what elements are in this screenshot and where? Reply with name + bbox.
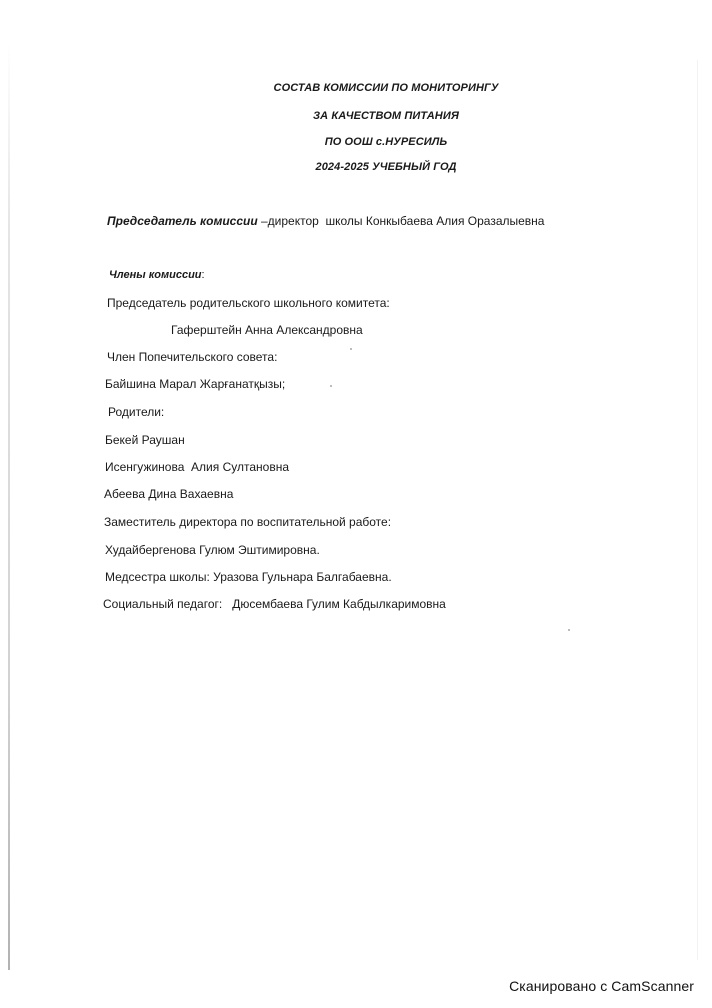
camscanner-watermark: Сканировано с CamScanner <box>509 978 694 994</box>
scan-speck <box>350 348 352 350</box>
chairman-label: Председатель комиссии <box>107 214 258 228</box>
member-line: Худайбергенова Гулюм Эштимировна. <box>105 543 320 557</box>
title-line-2: ЗА КАЧЕСТВОМ ПИТАНИЯ <box>313 110 459 122</box>
members-heading <box>109 268 205 282</box>
members-heading-colon: : <box>201 269 205 281</box>
scan-shadow-edge-right <box>697 60 698 960</box>
scan-shadow-edge <box>8 40 10 970</box>
title-line-1: СОСТАВ КОМИССИИ ПО МОНИТОРИНГУ <box>273 82 499 94</box>
member-line: Заместитель директора по воспитательной работе: <box>104 515 392 529</box>
chairman-line <box>107 214 544 228</box>
chairman-text: –директор школы Конкыбаева Алия Оразалыевна <box>257 214 545 228</box>
member-line: Бекей Раушан <box>105 433 185 447</box>
scan-speck <box>330 385 332 387</box>
member-line: Абеева Дина Вахаевна <box>104 487 234 501</box>
member-line: Исенгужинова Алия Султановна <box>105 460 290 474</box>
scan-speck <box>568 629 570 631</box>
member-line: Байшина Марал Жарғанатқызы; <box>105 377 286 391</box>
member-line: Медсестра школы: Уразова Гульнара Балгабаевна. <box>105 570 392 584</box>
member-line: Социальный педагог: Дюсембаева Гулим Кабдылкаримовна <box>103 597 446 611</box>
member-line: Гаферштейн Анна Александровна <box>171 323 363 337</box>
title-line-4: 2024-2025 УЧЕБНЫЙ ГОД <box>315 161 457 173</box>
member-line: Родители: <box>108 405 165 419</box>
members-heading-label: Члены комиссии <box>109 269 202 281</box>
title-line-3: ПО ООШ с.НУРЕСИЛЬ <box>324 136 448 148</box>
member-line: Председатель родительского школьного комитета: <box>107 296 390 310</box>
member-line: Член Попечительского совета: <box>107 350 278 364</box>
